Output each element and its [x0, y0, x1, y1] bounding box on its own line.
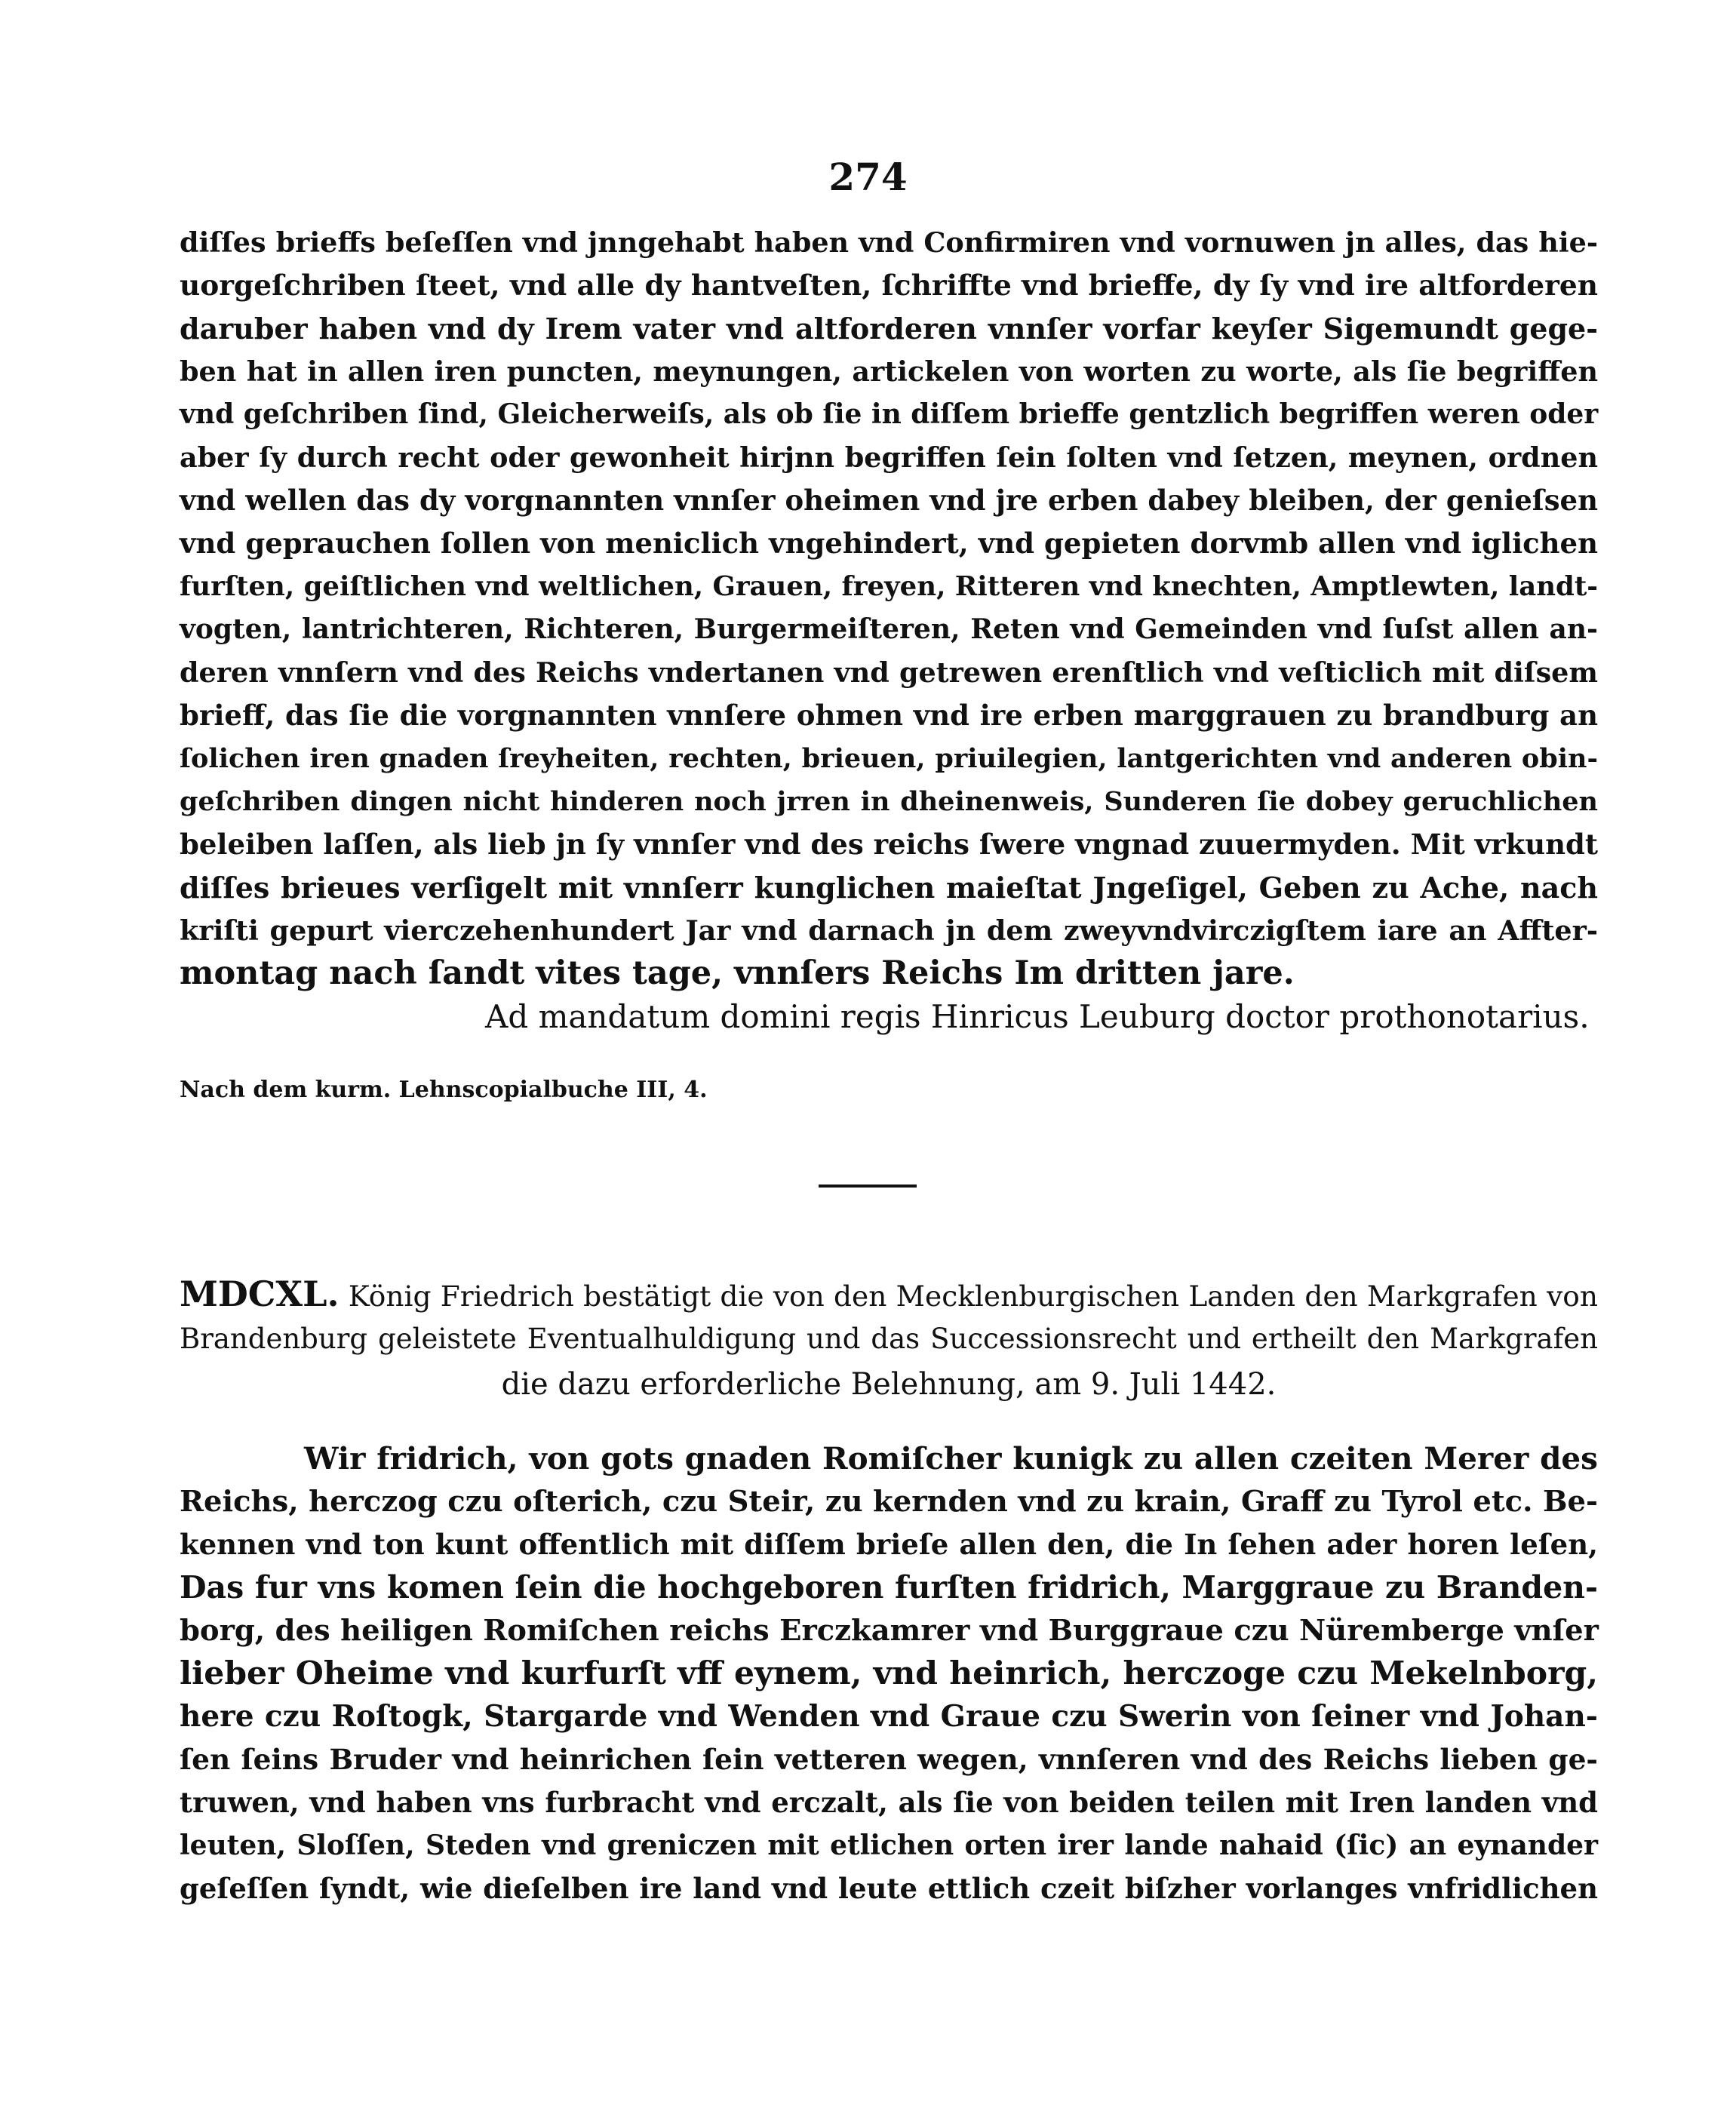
text-line: montag nach ſandt vites tage, vnnſers Reichs Im dritten jare. — [180, 954, 1295, 992]
text-line: beleiben laſſen, als lieb jn ſy vnnſer vnd des reichs ſwere vngnad zuuermyden. Mit vrkundt — [180, 828, 1598, 861]
heading-line-2: Brandenburg geleistete Eventualhuldigung und das Successionsrecht und ertheilt den Markgrafen — [180, 1323, 1598, 1355]
text-line: daruber haben vnd dy Irem vater vnd altforderen vnnſer vorfar keyſer Sigemundt gege- — [180, 312, 1598, 346]
signature-line: Ad mandatum domini regis Hinricus Leuburg doctor prothonotarius. — [485, 998, 1590, 1035]
charter-text-continuation — [180, 221, 1598, 1038]
text-line: Wir fridrich, von gots gnaden Romiſcher kunigk zu allen czeiten Merer des — [304, 1440, 1598, 1476]
text-line: kriſti gepurt vierczehenhundert Jar vnd darnach jn dem zweyvndvirczigſtem iare an Affter- — [180, 914, 1598, 947]
document-heading — [180, 1271, 1598, 1407]
text-line: diſſes brieffs beſeſſen vnd jnngehabt haben vnd Confirmiren vnd vornuwen jn alles, das hie- — [180, 226, 1598, 259]
document-number: MDCXL. — [180, 1274, 340, 1314]
text-line: diſſes brieues verſigelt mit vnnſerr kunglichen maieſtat Jngeſigel, Geben zu Ache, nach — [180, 871, 1598, 905]
heading-line-3: die dazu erforderliche Belehnung, am 9. Juli 1442. — [501, 1367, 1277, 1402]
text-line: truwen, vnd haben vns furbracht vnd erczalt, als ſie von beiden teilen mit Iren landen vnd — [180, 1786, 1598, 1819]
text-line: vnd geprauchen ſollen von meniclich vngehindert, vnd gepieten dorvmb allen vnd iglichen — [180, 527, 1598, 560]
text-line: ſen ſeins Bruder vnd heinrichen ſein vetteren wegen, vnnſeren vnd des Reichs lieben ge- — [180, 1743, 1598, 1776]
text-line: here czu Roſtogk, Stargarde vnd Wenden vnd Graue czu Swerin von ſeiner vnd Johan- — [180, 1699, 1598, 1734]
text-line: brieff, das ſie die vorgnannten vnnſere ohmen vnd ire erben marggrauen zu brandburg an — [180, 699, 1598, 732]
page-number: 274 — [828, 155, 908, 199]
source-note: Nach dem kurm. Lehnscopialbuche III, 4. — [180, 1077, 708, 1103]
text-line: geſchriben dingen nicht hinderen noch jrren in dheinenweis, Sunderen ſie dobey geruchlichen — [180, 786, 1598, 817]
section-divider — [819, 1185, 917, 1188]
charter-text-body — [180, 1437, 1598, 1910]
heading-line-1 — [180, 1271, 1598, 1317]
text-line: uorgeſchriben ſteet, vnd alle dy hantveſten, ſchriffte vnd brieffe, dy ſy vnd ire altforderen — [180, 269, 1598, 302]
text-line: vogten, lantrichteren, Richteren, Burgermeiſteren, Reten vnd Gemeinden vnd ſuſst allen an- — [180, 613, 1598, 645]
text-line: deren vnnſern vnd des Reichs vndertanen vnd getrewen erenſtlich vnd veſticlich mit diſsem — [180, 656, 1598, 689]
text-line: geſeſſen ſyndt, wie dieſelben ire land vnd leute ettlich czeit biſzher vorlanges vnfridlichen — [180, 1872, 1598, 1905]
text-line: vnd geſchriben ſind, Gleicherweiſs, als ob ſie in diſſem brieffe gentzlich begriffen weren oder — [180, 398, 1599, 430]
text-line: ſolichen iren gnaden ſreyheiten, rechten, brieuen, priuilegien, lantgerichten vnd anderen obin- — [180, 743, 1598, 774]
text-line: ben hat in allen iren puncten, meynungen, artickelen von worten zu worte, als ſie begriffen — [180, 355, 1598, 388]
text-line: leuten, Sloſſen, Steden vnd greniczen mit etlichen orten irer lande nahaid (ſic) an eynander — [180, 1830, 1598, 1861]
text-line: lieber Oheime vnd kurfurſt vff eynem, vnd heinrich, herczoge czu Mekelnborg, — [180, 1655, 1598, 1692]
text-line: aber ſy durch recht oder gewonheit hirjnn begriffen ſein ſolten vnd ſetzen, meynen, ordnen — [180, 441, 1598, 474]
text-line: Das fur vns komen ſein die hochgeboren furſten fridrich, Marggraue zu Branden- — [180, 1569, 1598, 1605]
heading-text: König Friedrich bestätigt die von den Mecklenburgischen Landen den Markgrafen von — [348, 1280, 1598, 1313]
text-line: furſten, geiſtlichen vnd weltlichen, Grauen, freyen, Ritteren vnd knechten, Amptlewten, landt- — [180, 571, 1598, 602]
text-line: kennen vnd ton kunt offentlich mit diſſem brieſe allen den, die In ſehen ader horen leſen, — [180, 1528, 1598, 1561]
text-line: Reichs, herczog czu oſterich, czu Steir, zu kernden vnd zu krain, Graff zu Tyrol etc. Be- — [180, 1485, 1598, 1519]
text-line: borg, des heiligen Romiſchen reichs Erczkamrer vnd Burggraue czu Nüremberge vnſer — [180, 1614, 1599, 1648]
text-line: vnd wellen das dy vorgnannten vnnſer oheimen vnd jre erben dabey bleiben, der genieſsen — [180, 484, 1598, 517]
